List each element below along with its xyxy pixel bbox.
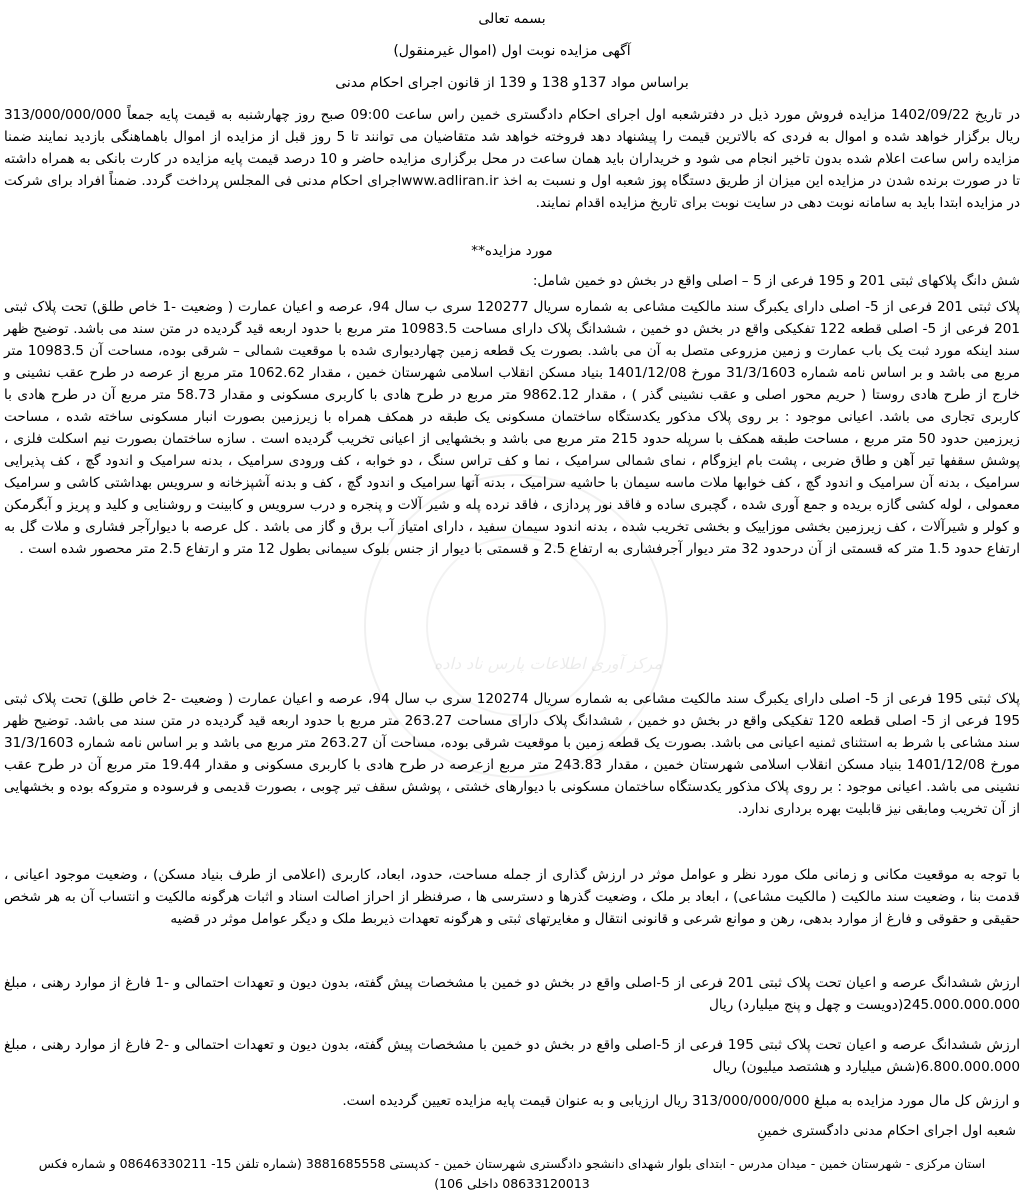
footer-line-2: 08633120013 داخلی 106) xyxy=(434,1176,590,1191)
item-1-description: پلاک ثبتی 201 فرعی از 5- اصلی دارای یکبرگ سند مالکیت مشاعی به شماره سریال 120277 سری ب سال 94، عرصه و اعیان عمارت ( وضعیت -1 خاص طلق) تحت پلاک ثبتی 201 فرعی از 5- اصلی قطعه 122 تفکیکی واقع در بخش دو خمین ، ششدانگ پلاک دارای مساحت 10983.5 متر مربع با حدود اربعه قید گردیده در متن سند می باشد. توضیح ظهر سند اینکه مورد ثبت یک باب عمارت و زمین مزروعی متصل به آن می باشد. بصورت یک قطعه زمین چهاردیواری شده با موقعیت شمالی – شرقی بوده، مساحت آن 10983.5 متر مربع می باشد و بر اساس نامه شماره 31/3/1603 مورخ 1401/12/08 بنیاد مسکن انقلاب اسلامی شهرستان خمین ، مقدار 1062.62 متر مربع از عرصه در طرح عقب نشینی و خارج از طرح هادی روستا ( حریم محور اصلی و عقب نشینی گذر ) ، مقدار 9862.12 متر مربع در طرح هادی با کاربری مسکونی و مقدار 58.73 متر مربع آن در طرح هادی با کاربری تجاری می باشد. اعیانی موجود : بر روی پلاک مذکور یکدستگاه ساختمان مسکونی یک طبقه در همکف همراه با زیرزمین بصورت انبار مسکونی ساخته شده ، مساحت زیرزمین حدود 50 متر مربع ، مساحت طبقه همکف با سرپله حدود 215 متر مربع می باشد و بخشهایی از اعیانی تخریب گردیده است . سازه ساختمان بصورت نیم اسکلت فلزی ، پوشش سقفها تیر آهن و طاق ضربی ، پشت بام ایزوگام ، نمای شمالی سرامیک ، نما و کف تراس سنگ ، دو خوابه ، کف ورودی سرامیک ، بدنه سرامیک و اندود گچ ، کف پذیرایی سرامیک ، بدنه آن سرامیک و اندود گچ ، کف خوابها ملات ماسه سیمان با حاشیه سرامیک ، بدنه آنها سرامیک و اندود گچ ، کف و بدنه آشپزخانه و سرویس بهداشتی کاشی و سرامیک معمولی ، لوله کشی گازه بریده و جمع آوری شده ، گچبری ساده و فاقد نور پردازی ، فاقد نرده پله و شیر آلات و پنجره و درب سرویس و کابینت و روشنایی و کلید و پریز و آبگرمکن و کولر و شیرآلات ، کف زیرزمین بخشی موزاییک و بخشی تخریب شده ، بدنه اندود سیمان سفید ، دارای امتیاز آب برق و گاز می باشد . کل عرصه با دیوارآجر فشاری و ملات گل به ارتفاع حدود 1.5 متر که قسمتی از آن درحدود 32 متر دیوار آجرفشاری به ارتفاع 2.5 و قسمتی با دیوار از جنس بلوک سیمانی بطول 12 متر و ارتفاع 2.5 متر محصور شده است . xyxy=(4,299,1021,557)
item-2-description: پلاک ثبتی 195 فرعی از 5- اصلی دارای یکبرگ سند مالکیت مشاعی به شماره سریال 120274 سری ب سال 94، عرصه و اعیان عمارت ( وضعیت -2 خاص طلق) تحت پلاک ثبتی 195 فرعی از 5- اصلی قطعه 120 تفکیکی واقع در بخش دو خمین ، ششدانگ پلاک دارای مساحت 263.27 متر مربع با حدود اربعه قید گردیده در متن سند می باشد. توضیح ظهر سند مشاعی با شرط به استثنای ثمنیه اعیانی می باشد. بصورت یک قطعه زمین با موقعیت شرقی بوده، مساحت آن 263.27 متر مربع می باشد و بر اساس نامه شماره 31/3/1603 مورخ 1401/12/08 بنیاد مسکن انقلاب اسلامی شهرستان خمین ، مقدار 243.83 متر مربع ازعرصه در طرح هادی با کاربری مسکونی و مقدار 19.44 متر مربع آن در طرح عقب نشینی می باشد. اعیانی موجود : بر روی پلاک مذکور یکدستگاه ساختمان مسکونی با دیوارهای خشتی ، پوشش سقف تیر چوبی ، بصورت قدیمی و فرسوده و متروکه بوده و بخشهایی از آن تخریب ومابقی نیز قابلیت بهره برداری ندارد. xyxy=(4,691,1021,817)
notice-title: آگهی مزایده نوبت اول (اموال غیرمنقول) xyxy=(393,43,631,59)
footer-address xyxy=(4,1154,1020,1194)
issuer-signature: شعبه اول اجرای احکام مدنی دادگستری خمینِ xyxy=(757,1123,1016,1139)
valuation-factors: با توجه به موقعیت مکانی و زمانی ملک مورد نظر و عوامل موثر در ارزش گذاری از جمله مساحت، حدود، ابعاد، کاربری (اعلامی از طرف بنیاد مسکن) ، وضعیت موجود اعیانی ، قدمت بنا ، وضعیت سند مالکیت ( مالکیت مشاعی) ، ابعاد بر ملک ، وضعیت گذرها و دسترسی ها ، صرفنظر از احراز اصالت اسناد و اثبات هرگونه مالکیت و انتساب آن به هر شخص حقیقی و حقوقی و فارغ از موارد بدهی، رهن و موانع شرعی و قانونی انتقال و مغایرتهای ثبتی و هرگونه تعهدات ذیربط ملک و دیگر عوامل موثر در قضیه xyxy=(4,867,1020,927)
valuation-item-1: ارزش ششدانگ عرصه و اعیان تحت پلاک ثبتی 201 فرعی از 5-اصلی واقع در بخش دو خمین با مشخصات پیش گفته، بدون دیون و تعهدات احتمالی و -1 فارغ از موارد رهنی ، مبلغ 245.000.000.000(دویست و چهل و پنج میلیارد) ریال xyxy=(4,975,1020,1013)
footer-line-1: استان مرکزی - شهرستان خمین - میدان مدرس - ابتدای بلوار شهدای دانشجو دادگستری شهرستان خمین - کدپستی 3881685558 (شماره تلفن 15- 08646330211 و شماره فکس xyxy=(38,1156,986,1171)
legal-basis: براساس مواد 137و 138 و 139 از قانون اجرای احکام مدنی xyxy=(335,75,689,91)
valuation-item-2: ارزش ششدانگ عرصه و اعیان تحت پلاک ثبتی 195 فرعی از 5-اصلی واقع در بخش دو خمین با مشخصات پیش گفته، بدون دیون و تعهدات احتمالی و -2 فارغ از موارد رهنی ، مبلغ 6.800.000.000(شش میلیارد و هشتصد میلیون) ریال xyxy=(4,1037,1020,1075)
watermark-text: مرکز آوری اطلاعات پارس ناد داده xyxy=(434,654,663,673)
bismillah-heading: بسمه تعالی xyxy=(478,11,546,27)
subject-heading: مورد مزایده** xyxy=(471,243,553,259)
document-page xyxy=(4,4,1020,1197)
intro-paragraph: در تاریخ 1402/09/22 مزایده فروش مورد ذیل در دفترشعبه اول اجرای احکام دادگستری خمین راس ساعت 09:00 صبح روز چهارشنبه به قیمت پایه جمعاً 313/000/000/000 ریال برگزار خواهد شده و اموال به فردی که بالاترین قیمت را پیشنهاد دهد فروخته خواهد شد متقاضیان می توانند تا 5 روز قبل از مزایده از اموال باهماهنگی بازدید نمایند ضمنا مزایده راس ساعت اعلام شده بدون تاخیر انجام می شود و خریداران باید همان ساعت در محل برگزاری مزایده حاضر و 10 درصد قیمت پایه مزایده در کارت بانکی به همراه داشته تا در صورت برنده شدن در مزایده این میزان از طریق دستگاه پوز شعبه اول و نسبت به اخذ www.adliran.irاجرای احکام مدنی فی المجلس پرداخت گردد. ضمناً افراد برای شرکت در مزایده ابتدا باید به سامانه نوبت دهی در سایت نوبت برای تاریخ مزایده اقدام نمایند. xyxy=(4,107,1021,211)
total-valuation: و ارزش کل مال مورد مزایده به مبلغ 313/000/000/000 ریال ارزیابی و به عنوان قیمت پایه مزایده تعیین گردیده است. xyxy=(342,1093,1020,1109)
subject-line: شش دانگ پلاکهای ثبتی 201 و 195 فرعی از 5 – اصلی واقع در بخش دو خمین شامل: xyxy=(532,273,1020,289)
